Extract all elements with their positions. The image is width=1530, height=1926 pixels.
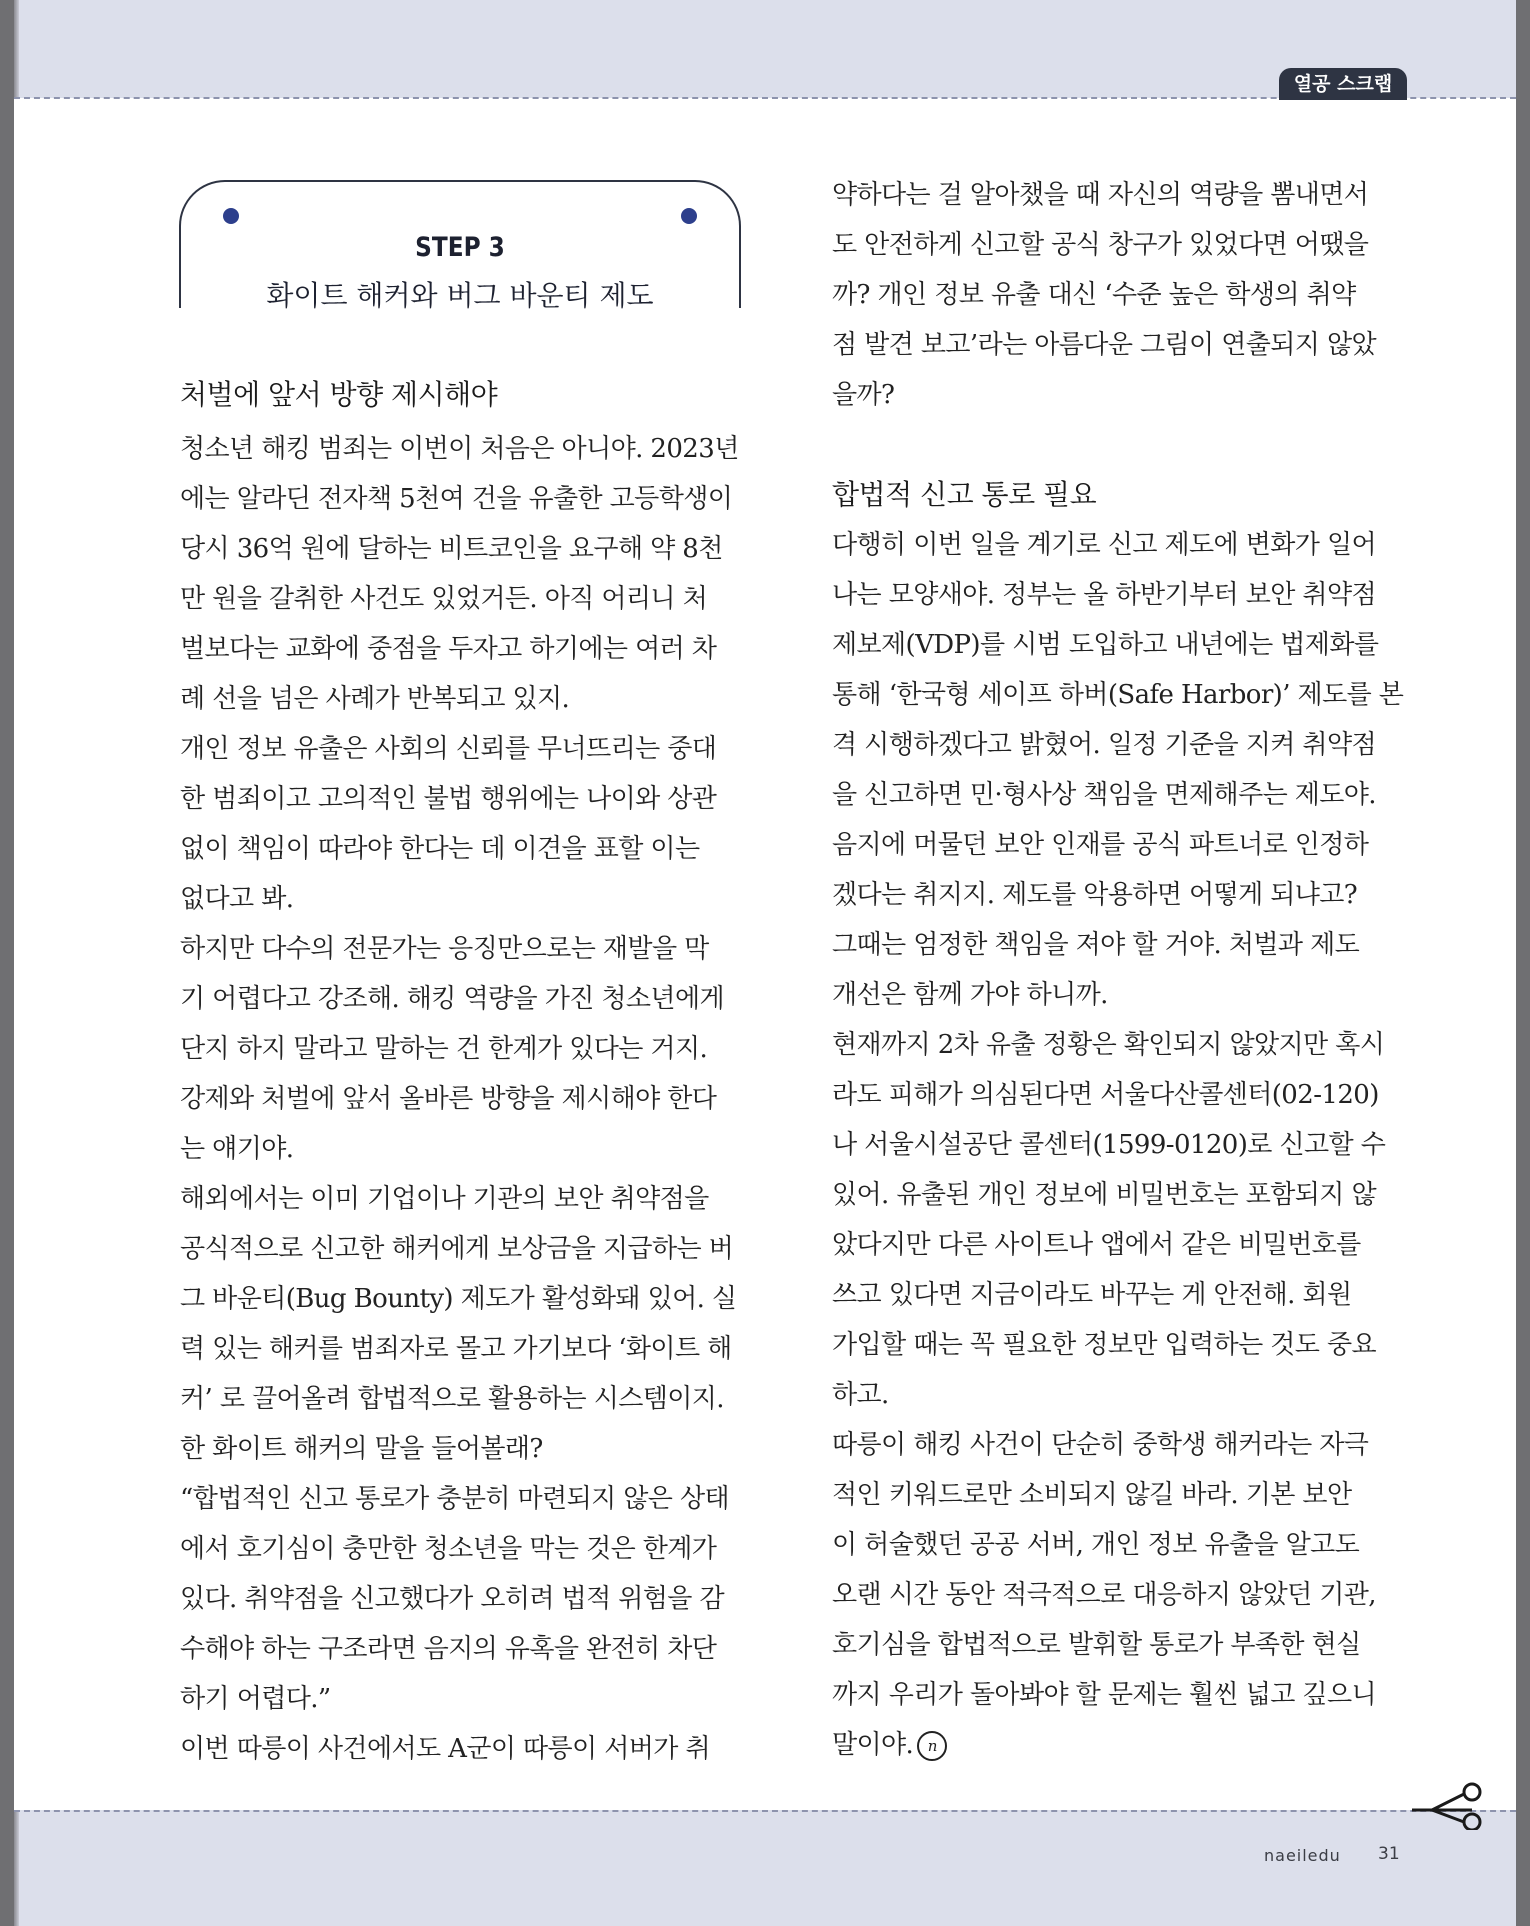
body-line: 겠다는 취지지. 제도를 악용하면 어떻게 되냐고? [832,880,1358,910]
body-line: 을 신고하면 민·형사상 책임을 면제해주는 제도야. [832,780,1376,810]
body-line: 하기 어렵다.” [180,1684,331,1714]
body-line: 청소년 해킹 범죄는 이번이 처음은 아니야. 2023년 [180,434,739,464]
scissors-icon [1412,1782,1492,1830]
body-line: 기 어렵다고 강조해. 해킹 역량을 가진 청소년에게 [180,984,724,1014]
body-line: 한 화이트 해커의 말을 들어볼래? [180,1434,543,1464]
body-line: 쓰고 있다면 지금이라도 바꾸는 게 안전해. 회원 [832,1280,1352,1310]
body-line: 나 서울시설공단 콜센터(1599-0120)로 신고할 수 [832,1130,1386,1160]
body-line: 커’ 로 끌어올려 합법적으로 활용하는 시스템이지. [180,1384,724,1414]
body-line: “합법적인 신고 통로가 충분히 마련되지 않은 상태 [180,1484,730,1514]
footer-site-name: naeiledu [1264,1846,1341,1865]
body-line: 나는 모양새야. 정부는 올 하반기부터 보안 취약점 [832,580,1376,610]
body-line: 점 발견 보고’라는 아름다운 그림이 연출되지 않았 [832,330,1376,360]
body-line: 만 원을 갈취한 사건도 있었거든. 아직 어리니 처 [180,584,708,614]
body-line: 약하다는 걸 알아챘을 때 자신의 역량을 뽐내면서 [832,180,1369,210]
body-line: 따릉이 해킹 사건이 단순히 중학생 해커라는 자극 [832,1430,1369,1460]
left-body-text [180,424,755,1774]
body-line: 현재까지 2차 유출 정황은 확인되지 않았지만 혹시 [832,1030,1385,1060]
body-line: 오랜 시간 동안 적극적으로 대응하지 않았던 기관, [832,1580,1376,1610]
page-number: 31 [1378,1844,1400,1864]
section-heading: 합법적 신고 통로 필요 [832,478,1097,511]
body-line: 이번 따릉이 사건에서도 A군이 따릉이 서버가 취 [180,1734,710,1764]
step-box-dot-left [223,208,239,224]
body-line: 라도 피해가 의심된다면 서울다산콜센터(02-120) [832,1080,1379,1110]
body-line: 그때는 엄정한 책임을 져야 할 거야. 처벌과 제도 [832,930,1360,960]
step-title: 화이트 해커와 버그 바운티 제도 [266,279,654,312]
body-line: 있어. 유출된 개인 정보에 비밀번호는 포함되지 않 [832,1180,1376,1210]
left-column [180,370,755,1774]
end-mark-icon: n [917,1731,947,1761]
step-box-dot-right [681,208,697,224]
body-line: 도 안전하게 신고할 공식 창구가 있었다면 어땠을 [832,230,1369,260]
body-line: 격 시행하겠다고 밝혔어. 일정 기준을 지켜 취약점 [832,730,1376,760]
body-line: 해외에서는 이미 기업이나 기관의 보안 취약점을 [180,1184,709,1214]
body-line: 적인 키워드로만 소비되지 않길 바라. 기본 보안 [832,1480,1352,1510]
body-line: 없이 책임이 따라야 한다는 데 이견을 표할 이는 [180,834,700,864]
body-line: 까지 우리가 돌아봐야 할 문제는 훨씬 넓고 깊으니 [832,1680,1376,1710]
right-body-text [832,520,1417,1720]
step-label: STEP 3 [415,232,505,263]
body-line: 하지만 다수의 전문가는 응징만으로는 재발을 막 [180,934,709,964]
body-line: 개선은 함께 가야 하니까. [832,980,1108,1010]
right-intro-text [832,170,1417,420]
body-line: 수해야 하는 구조라면 음지의 유혹을 완전히 차단 [180,1634,717,1664]
body-line: 호기심을 합법적으로 발휘할 통로가 부족한 현실 [832,1630,1361,1660]
body-line: 있다. 취약점을 신고했다가 오히려 법적 위험을 감 [180,1584,724,1614]
body-line: 을까? [832,380,895,410]
body-line: 그 바운티(Bug Bounty) 제도가 활성화돼 있어. 실 [180,1284,737,1314]
body-line: 한 범죄이고 고의적인 불법 행위에는 나이와 상관 [180,784,717,814]
right-column [832,170,1417,1770]
body-line: 았다지만 다른 사이트나 앱에서 같은 비밀번호를 [832,1230,1361,1260]
magazine-page [14,0,1516,1926]
body-line: 없다고 봐. [180,884,294,914]
body-line: 에서 호기심이 충만한 청소년을 막는 것은 한계가 [180,1534,717,1564]
section-heading: 처벌에 앞서 방향 제시해야 [180,378,498,411]
body-line [832,1720,1417,1770]
body-line: 제보제(VDP)를 시범 도입하고 내년에는 법제화를 [832,630,1379,660]
body-line: 당시 36억 원에 달하는 비트코인을 요구해 약 8천 [180,534,723,564]
body-line: 력 있는 해커를 범죄자로 몰고 가기보다 ‘화이트 해 [180,1334,732,1364]
body-line: 까? 개인 정보 유출 대신 ‘수준 높은 학생의 취약 [832,280,1356,310]
body-line: 는 얘기야. [180,1134,294,1164]
body-line: 음지에 머물던 보안 인재를 공식 파트너로 인정하 [832,830,1369,860]
body-line: 개인 정보 유출은 사회의 신뢰를 무너뜨리는 중대 [180,734,717,764]
body-line: 다행히 이번 일을 계기로 신고 제도에 변화가 일어 [832,530,1376,560]
body-line: 공식적으로 신고한 해커에게 보상금을 지급하는 버 [180,1234,734,1264]
body-line: 례 선을 넘은 사례가 반복되고 있지. [180,684,570,714]
bottom-dashed-divider [14,1810,1516,1812]
body-line: 가입할 때는 꼭 필요한 정보만 입력하는 것도 중요 [832,1330,1376,1360]
section-tab: 열공 스크랩 [1279,68,1407,100]
paragraph-spacer [832,420,1417,470]
body-line: 통해 ‘한국형 세이프 하버(Safe Harbor)’ 제도를 본 [832,680,1404,710]
body-line: 하고. [832,1380,889,1410]
body-line: 단지 하지 말라고 말하는 건 한계가 있다는 거지. [180,1034,708,1064]
body-line: 강제와 처벌에 앞서 올바른 방향을 제시해야 한다 [180,1084,717,1114]
body-line: 벌보다는 교화에 중점을 두자고 하기에는 여러 차 [180,634,717,664]
closing-text: 말이야. [832,1730,914,1760]
body-line: 이 허술했던 공공 서버, 개인 정보 유출을 알고도 [832,1530,1360,1560]
step-box [179,180,741,312]
body-line: 에는 알라딘 전자책 5천여 건을 유출한 고등학생이 [180,484,733,514]
